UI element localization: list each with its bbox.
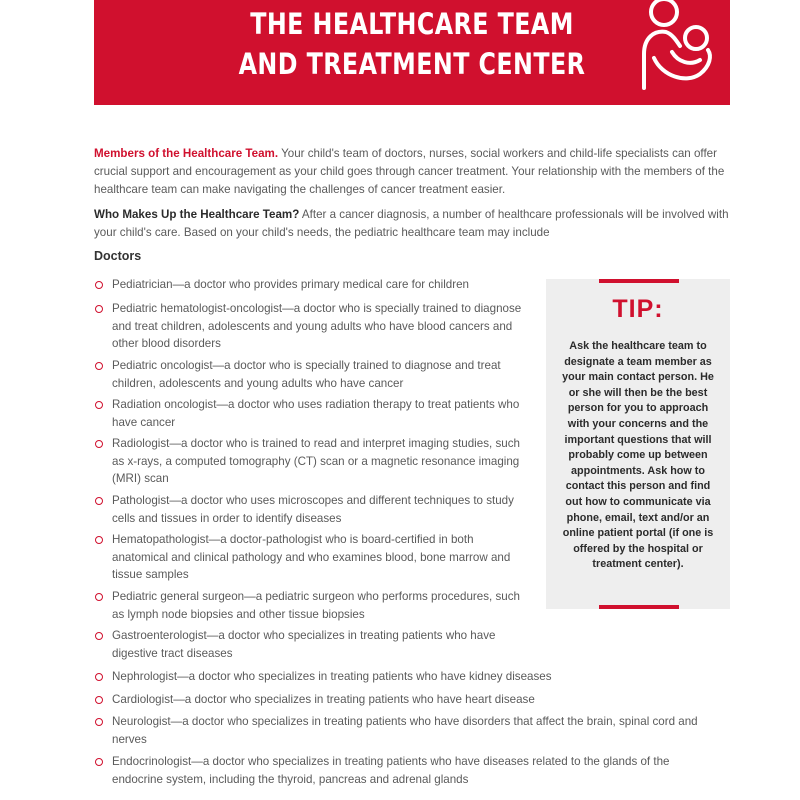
tip-top-bar [599,279,679,283]
list-item: Endocrinologist—a doctor who specializes in treating patients who have diseases related to the glands of the endocrine system, including the thyroid, pancreas and adrenal glands [94,753,712,788]
bullet-icon [95,536,103,544]
list-item: Neurologist—a doctor who specializes in treating patients who have disorders that affect the brain, spinal cord and nerves [94,713,712,748]
list-item: Gastroenterologist—a doctor who specializes in treating patients who have digestive tract diseases [94,627,524,662]
bullet-icon [95,696,103,704]
list-item: Pediatric oncologist—a doctor who is specially trained to diagnose and treat children, adolescents and young adults who have cancer [94,357,524,392]
list-item: Pediatric hematologist-oncologist—a doctor who is specially trained to diagnose and treat children, adolescents and young adults who have blood cancers and other blood disorders [94,300,524,353]
bullet-icon [95,593,103,601]
tip-title: TIP: [612,295,664,323]
bullet-icon [95,281,103,289]
bullet-icon [95,401,103,409]
tip-box [546,279,730,609]
doctors-heading: Doctors [94,249,142,263]
bullet-icon [95,362,103,370]
bullet-icon [95,673,103,681]
bullet-icon [95,718,103,726]
tip-text: Ask the healthcare team to designate a team member as your main contact person. He or she will then be the best person for you to approach with your concerns and the important questions that will probably come up between appointments. Ask how to contact this person and find out how to communicate via phone, email, text and/or an online patient portal (if one is offered by the hospital or treatment center). [562,340,714,571]
bullet-icon [95,440,103,448]
who-body: After a cancer diagnosis, a number of healthcare professionals will be involved with your child's care. Based on your child's needs, the pediatric healthcare team may include [94,208,729,239]
who-lead: Who Makes Up the Healthcare Team? [94,208,300,221]
bullet-icon [95,497,103,505]
list-item: Pediatrician—a doctor who provides primary medical care for children [94,276,542,294]
list-item: Pathologist—a doctor who uses microscopes and different techniques to study cells and tissues in order to identify diseases [94,492,524,527]
members-body: Your child's team of doctors, nurses, social workers and child-life specialists can offer crucial support and encouragement as your child goes through cancer treatment. Your relationship with the members of the healthcare team can make navigating the challenges of cancer treatment easier. [94,147,725,196]
title-line-2: AND TREATMENT CENTER [238,47,586,81]
list-item: Radiation oncologist—a doctor who uses radiation therapy to treat patients who have cancer [94,396,524,431]
page-title [151,4,673,84]
who-paragraph [94,206,730,242]
list-item: Hematopathologist—a doctor-pathologist who is board-certified in both anatomical and clinical pathology and who examines blood, bone marrow and tissue samples [94,531,524,584]
bullet-icon [95,632,103,640]
bullet-icon [95,305,103,313]
list-item: Cardiologist—a doctor who specializes in treating patients who have heart disease [94,691,712,709]
members-lead: Members of the Healthcare Team. [94,147,279,160]
members-paragraph [94,145,730,199]
parent-holding-child-icon [632,0,722,96]
list-item: Pediatric general surgeon—a pediatric surgeon who performs procedures, such as lymph node biopsies and other tissue biopsies [94,588,524,623]
tip-bottom-bar [599,605,679,609]
list-item: Nephrologist—a doctor who specializes in treating patients who have kidney diseases [94,668,712,686]
list-item: Radiologist—a doctor who is trained to read and interpret imaging studies, such as x-rays, a computed tomography (CT) scan or a magnetic resonance imaging (MRI) scan [94,435,524,488]
bullet-icon [95,758,103,766]
title-line-1: THE HEALTHCARE TEAM [250,7,574,41]
